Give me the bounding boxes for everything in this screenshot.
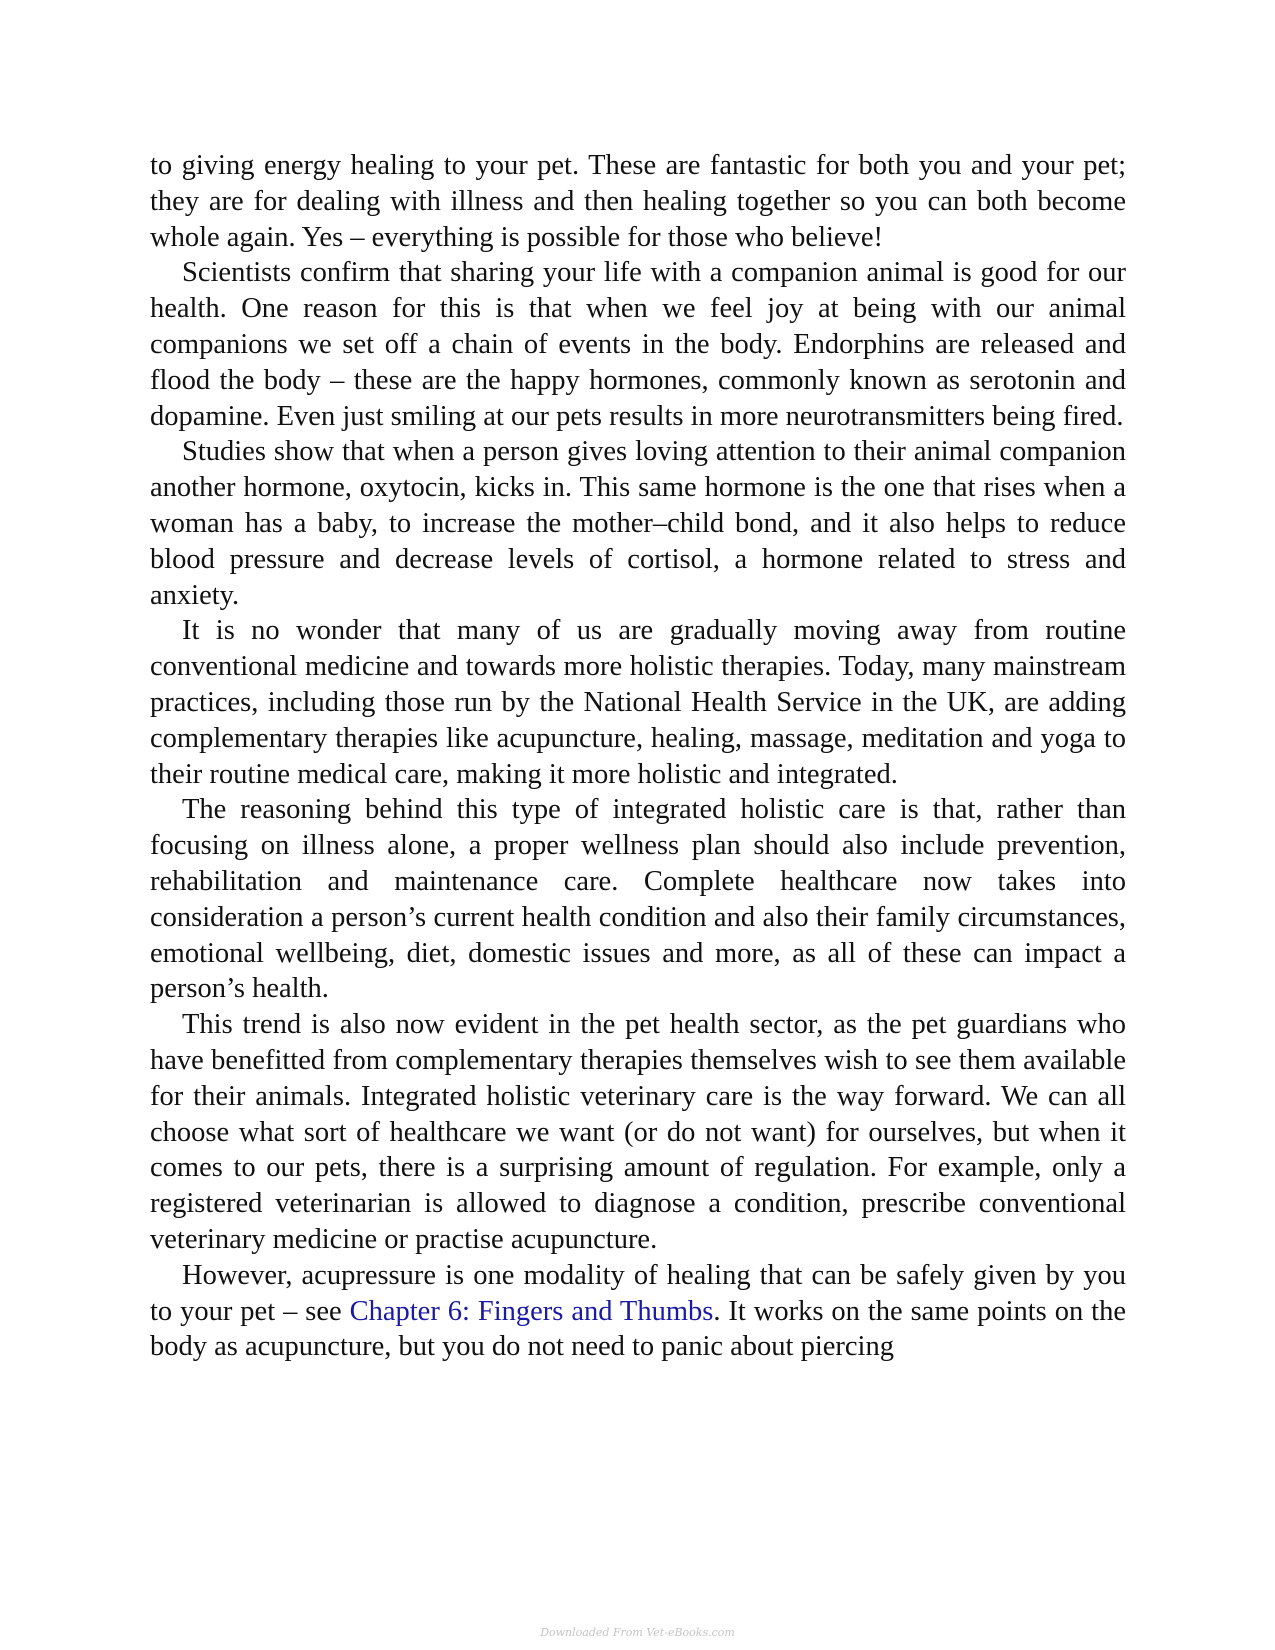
chapter-6-link[interactable]: Chapter 6: Fingers and Thumbs <box>349 1295 714 1327</box>
page-body <box>150 148 1126 1365</box>
paragraph-7-after: . It works on the same points on the body as acupuncture, but you do not need to panic about piercing <box>150 1295 1126 1363</box>
paragraph-5: The reasoning behind this type of integrated holistic care is that, rather than focusing on illness alone, a proper wellness plan should also include prevention, rehabilitation and maintenance care. Complete healthcare now takes into consideration a person’s current health condition and also their family circumstances, emotional wellbeing, diet, domestic issues and more, as all of these can impact a person’s health. <box>150 794 1126 1005</box>
paragraph-7-before: However, acupressure is one modality of healing that can be safely given by you to your pet – see <box>150 1259 1126 1327</box>
paragraph-4: It is no wonder that many of us are gradually moving away from routine conventional medicine and towards more holistic therapies. Today, many mainstream practices, including those run by the National Health Service in the UK, are adding complementary therapies like acupuncture, healing, massage, meditation and yoga to their routine medical care, making it more holistic and integrated. <box>150 615 1126 790</box>
paragraph-3: Studies show that when a person gives loving attention to their animal companion another hormone, oxytocin, kicks in. This same hormone is the one that rises when a woman has a baby, to increase the mother–child bond, and it also helps to reduce blood pressure and decrease levels of cortisol, a hormone related to stress and anxiety. <box>150 436 1126 611</box>
paragraph-6: This trend is also now evident in the pet health sector, as the pet guardians who have benefitted from complementary therapies themselves wish to see them available for their animals. Integrated holistic veterinary care is the way forward. We can all choose what sort of healthcare we want (or do not want) for ourselves, but when it comes to our pets, there is a surprising amount of regulation. For example, only a registered veterinarian is allowed to diagnose a condition, prescribe conventional veterinary medicine or practise acupuncture. <box>150 1009 1126 1255</box>
download-watermark: Downloaded From Vet-eBooks.com <box>540 1626 735 1639</box>
paragraph-2: Scientists confirm that sharing your life with a companion animal is good for our health. One reason for this is that when we feel joy at being with our animal companions we set off a chain of events in the body. Endorphins are released and flood the body – these are the happy hormones, commonly known as serotonin and dopamine. Even just smiling at our pets results in more neurotransmitters being fired. <box>150 257 1126 432</box>
paragraph-1: to giving energy healing to your pet. These are fantastic for both you and your pet; they are for dealing with illness and then healing together so you can both become whole again. Yes – everything is possible for those who believe! <box>150 150 1126 253</box>
paragraph-7 <box>150 1258 1126 1365</box>
